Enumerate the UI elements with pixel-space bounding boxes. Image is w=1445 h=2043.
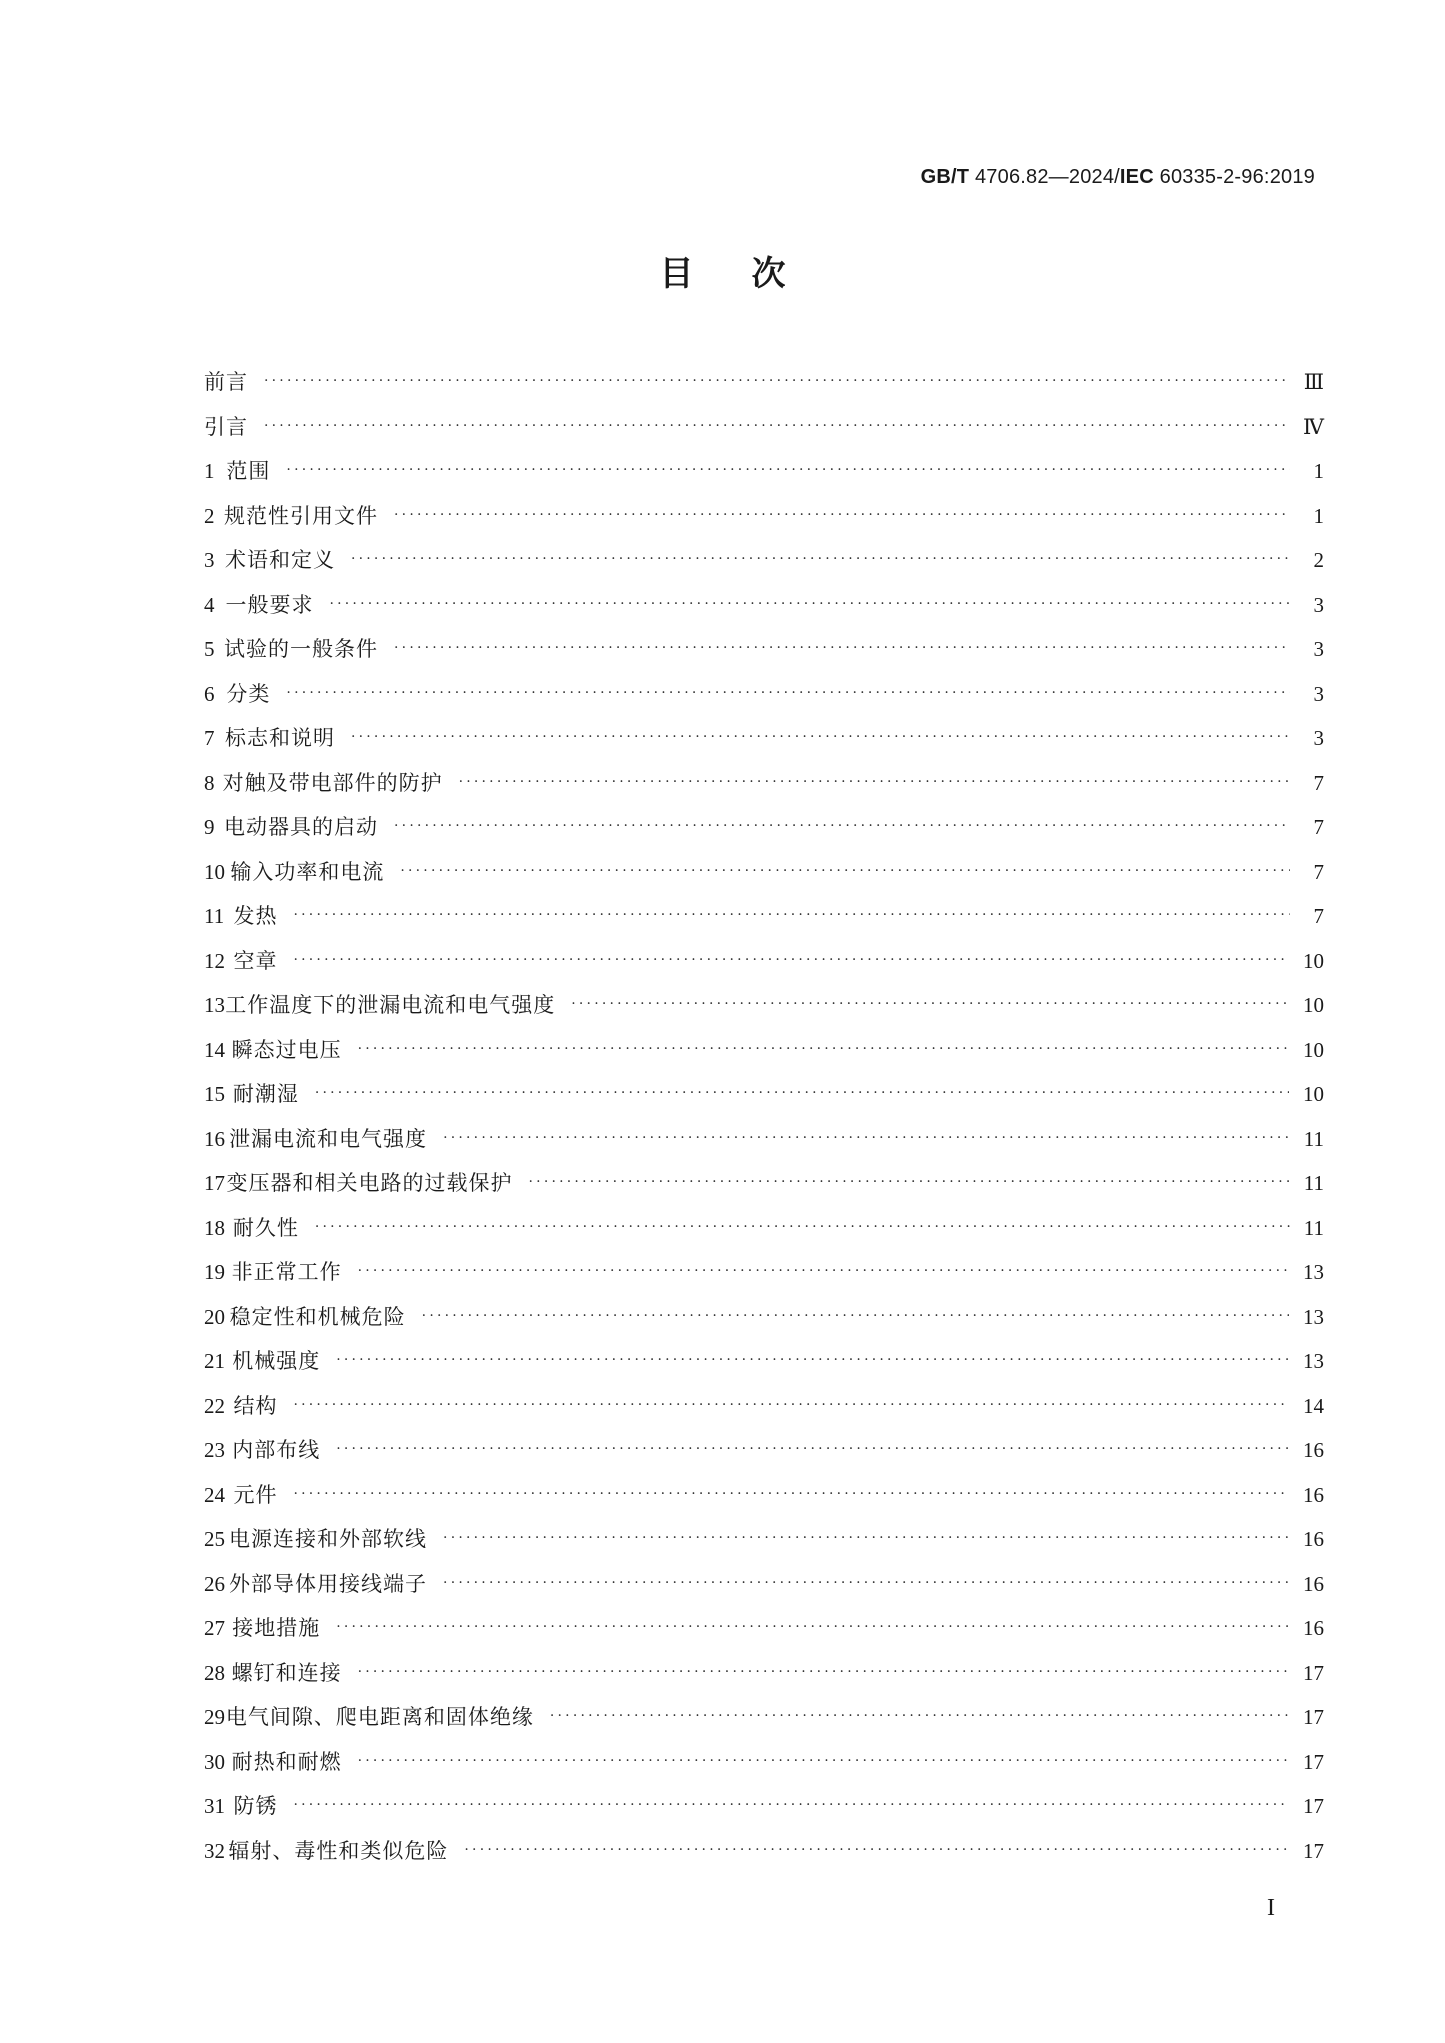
toc-entry-page: 10 (1303, 1037, 1324, 1062)
toc-entry-page: 17 (1303, 1705, 1324, 1729)
toc-entry-number: 14 (204, 1037, 225, 1062)
toc-entry-label: 稳定性和机械危险 (229, 1304, 406, 1329)
toc-entry-label: 泄漏电流和电气强度 (229, 1126, 428, 1151)
toc-entry-page: Ⅲ (1303, 370, 1324, 394)
toc-entry[interactable] (204, 544, 1324, 589)
toc-entry[interactable] (204, 1345, 1324, 1390)
toc-entry-label: 结构 (233, 1393, 278, 1418)
toc-entry[interactable] (204, 1212, 1324, 1257)
dot-leader (443, 1130, 1290, 1146)
toc-entry-number: 32 (204, 1838, 225, 1863)
toc-entry-page: 17 (1303, 1838, 1324, 1863)
toc-entry-number: 5 (204, 637, 215, 661)
toc-entry-page: 1 (1313, 503, 1324, 528)
standard-prefix: GB/T (920, 166, 970, 188)
dot-leader (294, 907, 1291, 923)
dot-leader (358, 1263, 1289, 1279)
standard-code (921, 166, 1315, 189)
toc-entry[interactable] (204, 989, 1324, 1034)
dot-leader (358, 1041, 1289, 1057)
toc-entry[interactable] (204, 1701, 1324, 1746)
toc-entry[interactable] (204, 1434, 1324, 1479)
dot-leader (459, 774, 1290, 790)
toc-entry-label: 一般要求 (225, 592, 314, 617)
dot-leader (264, 373, 1290, 389)
toc-entry-number: 2 (204, 503, 215, 528)
dot-leader (400, 863, 1290, 879)
toc-entry-label: 电源连接和外部软线 (229, 1527, 428, 1551)
toc-entry-page: 17 (1303, 1749, 1324, 1774)
toc-entry-label: 螺钉和连接 (231, 1660, 342, 1685)
toc-entry[interactable] (204, 411, 1324, 456)
toc-entry-label: 瞬态过电压 (231, 1037, 342, 1062)
toc-entry-page: 11 (1303, 1126, 1324, 1151)
dot-leader (264, 418, 1289, 434)
toc-entry-page: 3 (1313, 592, 1324, 617)
toc-entry-number: 22 (204, 1393, 225, 1418)
toc-entry-number: 10 (204, 859, 225, 884)
toc-entry[interactable] (204, 1523, 1324, 1568)
dot-leader (394, 818, 1290, 834)
toc-entry-number: 12 (204, 948, 225, 973)
dot-leader (336, 1441, 1289, 1457)
toc-entry-page: Ⅳ (1303, 414, 1324, 439)
standard-iec: IEC (1119, 166, 1154, 188)
toc-entry-page: 2 (1313, 548, 1324, 572)
toc-entry-label: 输入功率和电流 (230, 859, 385, 884)
toc-entry-label: 试验的一般条件 (224, 637, 379, 661)
toc-entry-label: 规范性引用文件 (224, 503, 379, 528)
dot-leader (358, 1664, 1289, 1680)
dot-leader (293, 952, 1289, 968)
dot-leader (422, 1308, 1289, 1324)
dot-leader (293, 1397, 1289, 1413)
toc-entry-number: 28 (204, 1660, 225, 1685)
toc-entry-page: 11 (1303, 1215, 1324, 1240)
toc-entry[interactable] (204, 1790, 1324, 1835)
toc-entry[interactable] (204, 1746, 1324, 1791)
dot-leader (315, 1219, 1290, 1235)
toc-entry-page: 16 (1303, 1482, 1324, 1507)
toc-entry-label: 耐热和耐燃 (231, 1749, 342, 1774)
toc-entry-page: 11 (1303, 1171, 1324, 1195)
dot-leader (464, 1842, 1289, 1858)
toc-entry[interactable] (204, 945, 1324, 990)
toc-entry-page: 13 (1303, 1304, 1324, 1329)
toc-entry[interactable] (204, 589, 1324, 634)
toc-entry[interactable] (204, 811, 1324, 856)
toc-entry-label: 电动器具的启动 (224, 815, 379, 839)
dot-leader (550, 1708, 1289, 1724)
toc-entry-number: 18 (204, 1215, 225, 1240)
toc-entry-page: 16 (1303, 1571, 1324, 1596)
toc-entry-page: 13 (1303, 1260, 1324, 1284)
toc-entry-page: 13 (1303, 1349, 1324, 1373)
toc-entry-number: 13 (204, 993, 225, 1017)
dot-leader (394, 640, 1290, 656)
toc-entry[interactable] (204, 1568, 1324, 1613)
toc-entry[interactable] (204, 900, 1324, 945)
toc-entry[interactable] (204, 1835, 1324, 1880)
toc-entry[interactable] (204, 1479, 1324, 1524)
toc-entry-label: 引言 (204, 414, 248, 439)
toc-entry-number: 7 (204, 726, 215, 750)
toc-entry[interactable] (204, 366, 1324, 411)
toc-entry-number: 29 (204, 1705, 225, 1729)
toc-entry[interactable] (204, 1657, 1324, 1702)
dot-leader (293, 1797, 1289, 1813)
toc-entry-label: 术语和定义 (224, 548, 335, 572)
toc-entry-label: 耐潮湿 (232, 1082, 299, 1106)
toc-entry-number: 9 (204, 815, 215, 839)
dot-leader (443, 1575, 1289, 1591)
toc-entry-page: 16 (1303, 1527, 1324, 1551)
toc-entry-number: 25 (204, 1527, 225, 1551)
toc-entry-page: 10 (1303, 1082, 1324, 1106)
toc-entry[interactable] (204, 1123, 1324, 1168)
dot-leader (443, 1530, 1289, 1546)
toc-entry[interactable] (204, 1256, 1324, 1301)
toc-entry-number: 19 (204, 1260, 225, 1284)
toc-entry-number: 21 (204, 1349, 225, 1373)
toc-entry-number: 23 (204, 1438, 225, 1462)
toc-entry-label: 对触及带电部件的防护 (222, 770, 443, 795)
toc-entry[interactable] (204, 1390, 1324, 1435)
toc-entry-number: 15 (204, 1082, 225, 1106)
toc-entry-number: 24 (204, 1482, 225, 1507)
toc-entry-page: 3 (1313, 681, 1324, 706)
toc-entry-page: 3 (1313, 726, 1324, 750)
toc-entry-label: 辐射、毒性和类似危险 (228, 1838, 449, 1863)
toc-entry-page: 14 (1303, 1393, 1324, 1418)
dot-leader (293, 1486, 1289, 1502)
toc-entry-page: 16 (1303, 1438, 1324, 1462)
toc-entry-page: 10 (1303, 948, 1324, 973)
toc-entry-number: 20 (204, 1304, 225, 1329)
page-number: I (1267, 1895, 1275, 1921)
dot-leader (336, 1619, 1289, 1635)
toc-entry-label: 范围 (226, 459, 271, 483)
dot-leader (286, 462, 1290, 478)
toc-entry-label: 内部布线 (232, 1438, 321, 1462)
toc-entry-page: 17 (1303, 1794, 1324, 1818)
toc-entry-number: 17 (204, 1171, 225, 1195)
dot-leader (336, 1352, 1289, 1368)
toc-entry-label: 元件 (233, 1482, 278, 1507)
toc-entry-number: 6 (204, 681, 215, 706)
toc-entry-label: 机械强度 (232, 1349, 321, 1373)
toc-entry[interactable] (204, 455, 1324, 500)
toc-entry-page: 7 (1313, 815, 1324, 839)
toc-entry-number: 26 (204, 1571, 225, 1596)
toc-entry[interactable] (204, 1167, 1324, 1212)
toc-entry[interactable] (204, 1301, 1324, 1346)
toc-entry-label: 分类 (226, 681, 271, 706)
toc-entry-number: 1 (204, 459, 215, 483)
toc-entry-label: 接地措施 (232, 1616, 321, 1640)
toc-entry-label: 空章 (233, 948, 278, 973)
toc-entry-number: 16 (204, 1126, 225, 1151)
toc-entry-label: 标志和说明 (224, 726, 335, 750)
toc-entry[interactable] (204, 1612, 1324, 1657)
toc-entry-label: 外部导体用接线端子 (229, 1571, 428, 1596)
toc-entry[interactable] (204, 1078, 1324, 1123)
toc-entry-label: 防锈 (233, 1794, 278, 1818)
toc-entry-page: 7 (1313, 859, 1324, 884)
standard-number: 4706.82—2024/ (969, 166, 1120, 188)
toc-entry-page: 3 (1313, 637, 1324, 661)
toc-entry-number: 27 (204, 1616, 225, 1640)
toc-entry[interactable] (204, 678, 1324, 723)
dot-leader (394, 507, 1290, 523)
toc-entry[interactable] (204, 633, 1324, 678)
dot-leader (358, 1753, 1289, 1769)
toc-entry-label: 工作温度下的泄漏电流和电气强度 (225, 993, 556, 1017)
dot-leader (286, 685, 1290, 701)
standard-iec-number: 60335-2-96:2019 (1153, 166, 1315, 188)
toc-entry-label: 电气间隙、爬电距离和固体绝缘 (225, 1705, 534, 1729)
dot-leader (571, 996, 1289, 1012)
table-of-contents (204, 366, 1324, 1879)
toc-entry-number: 8 (204, 770, 215, 795)
toc-entry-label: 变压器和相关电路的过载保护 (226, 1171, 513, 1195)
toc-entry-number: 3 (204, 548, 215, 572)
toc-title: 目次 (659, 254, 844, 294)
dot-leader (529, 1174, 1290, 1190)
toc-entry-number: 31 (204, 1794, 225, 1818)
toc-entry-label: 非正常工作 (231, 1260, 342, 1284)
dot-leader (351, 729, 1290, 745)
toc-entry-number: 4 (204, 592, 215, 617)
dot-leader (315, 1085, 1289, 1101)
toc-entry-label: 耐久性 (232, 1215, 299, 1240)
toc-entry-page: 10 (1303, 993, 1324, 1017)
toc-entry-page: 1 (1313, 459, 1324, 483)
toc-entry[interactable] (204, 767, 1324, 812)
toc-entry-page: 7 (1313, 770, 1324, 795)
toc-entry-label: 发热 (233, 904, 278, 928)
dot-leader (351, 551, 1290, 567)
toc-entry-number: 11 (204, 904, 225, 928)
toc-entry-label: 前言 (204, 370, 248, 394)
dot-leader (329, 596, 1290, 612)
toc-entry[interactable] (204, 1034, 1324, 1079)
toc-entry[interactable] (204, 856, 1324, 901)
toc-entry-number: 30 (204, 1749, 225, 1774)
toc-entry-page: 7 (1313, 904, 1324, 928)
toc-entry[interactable] (204, 722, 1324, 767)
toc-entry-page: 16 (1303, 1616, 1324, 1640)
toc-entry[interactable] (204, 500, 1324, 545)
toc-entry-page: 17 (1303, 1660, 1324, 1685)
